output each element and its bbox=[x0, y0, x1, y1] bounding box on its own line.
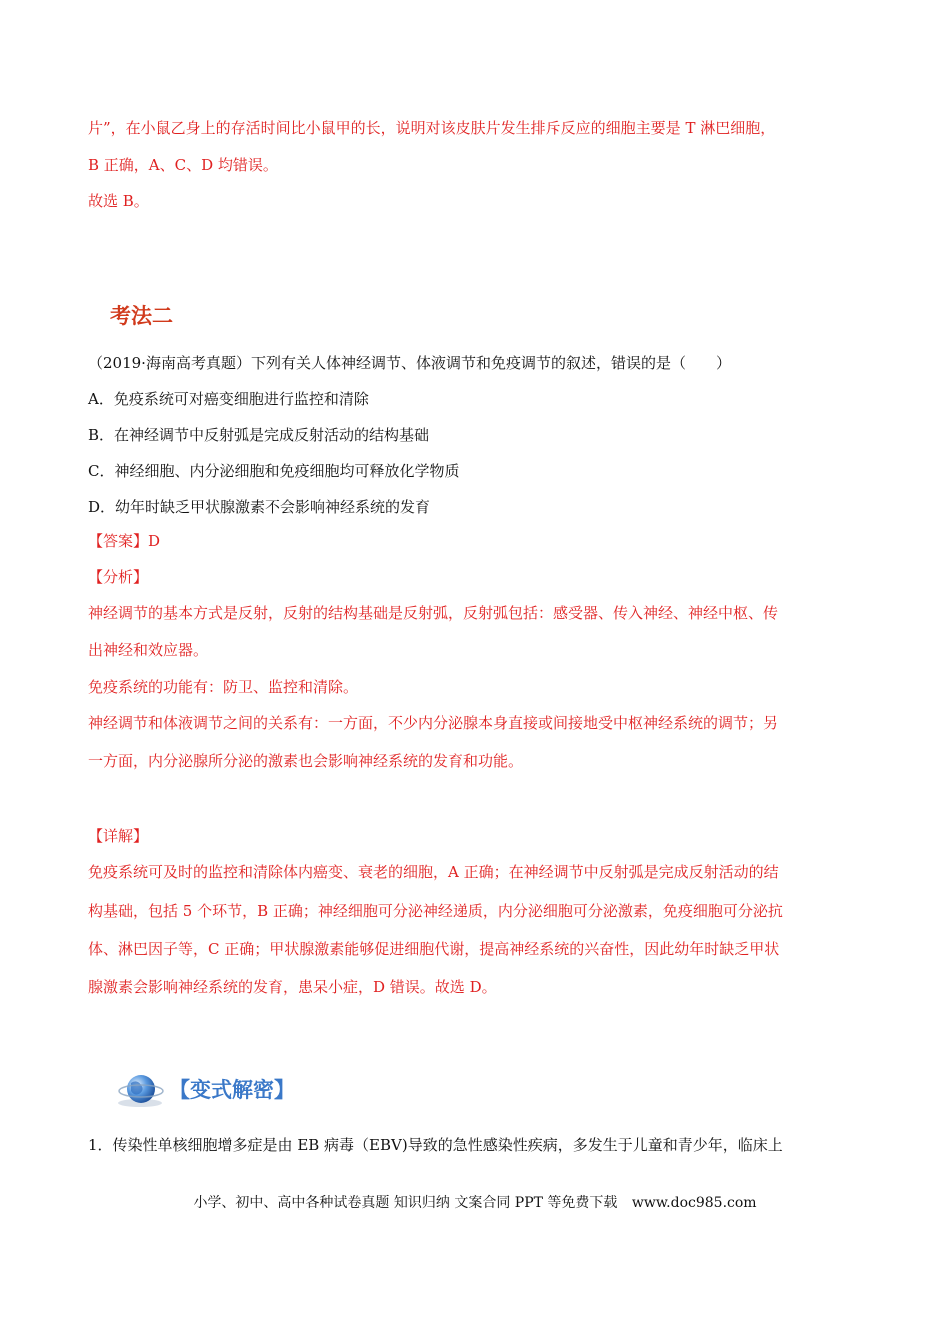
option-d: D．幼年时缺乏甲状腺激素不会影响神经系统的发育 bbox=[88, 498, 431, 516]
option-a: A．免疫系统可对癌变细胞进行监控和清除 bbox=[88, 390, 369, 408]
top-line-2: B 正确，A、C、D 均错误。 bbox=[88, 156, 278, 174]
variant-banner bbox=[115, 1067, 295, 1111]
option-b: B．在神经调节中反射弧是完成反射活动的结构基础 bbox=[88, 426, 430, 444]
page-footer bbox=[0, 1192, 950, 1212]
question-stem: （2019·海南高考真题）下列有关人体神经调节、体液调节和免疫调节的叙述，错误的是（ ） bbox=[88, 354, 731, 372]
analysis-line-3: 免疫系统的功能有：防卫、监控和清除。 bbox=[88, 678, 359, 696]
detail-label: 【详解】 bbox=[88, 827, 149, 845]
top-line-1: 片”，在小鼠乙身上的存活时间比小鼠甲的长，说明对该皮肤片发生排斥反应的细胞主要是 T 淋巴细胞， bbox=[88, 119, 776, 137]
section-title: 考法二 bbox=[110, 304, 173, 328]
footer-url[interactable]: www.doc985.com bbox=[631, 1195, 757, 1211]
banner-title: 【变式解密】 bbox=[169, 1078, 295, 1102]
detail-line-2: 构基础，包括 5 个环节，B 正确；神经细胞可分泌神经递质，内分泌细胞可分泌激素，免疫细胞可分泌抗 bbox=[88, 902, 783, 920]
option-c: C．神经细胞、内分泌细胞和免疫细胞均可释放化学物质 bbox=[88, 462, 460, 480]
detail-line-4: 腺激素会影响神经系统的发育，患呆小症，D 错误。故选 D。 bbox=[88, 978, 497, 996]
variant-question-1: 1．传染性单核细胞增多症是由 EB 病毒（EBV)导致的急性感染性疾病，多发生于儿童和青少年，临床上 bbox=[88, 1136, 783, 1154]
answer: 【答案】D bbox=[88, 532, 161, 550]
detail-line-3: 体、淋巴因子等，C 正确；甲状腺激素能够促进细胞代谢，提高神经系统的兴奋性，因此幼年时缺乏甲状 bbox=[88, 940, 780, 958]
globe-icon bbox=[115, 1069, 165, 1109]
top-line-3: 故选 B。 bbox=[88, 192, 149, 210]
analysis-line-1: 神经调节的基本方式是反射，反射的结构基础是反射弧，反射弧包括：感受器、传入神经、神经中枢、传 bbox=[88, 604, 779, 622]
analysis-label: 【分析】 bbox=[88, 568, 149, 586]
footer-text: 小学、初中、高中各种试卷真题 知识归纳 文案合同 PPT 等免费下载 bbox=[193, 1195, 618, 1211]
analysis-line-5: 一方面，内分泌腺所分泌的激素也会影响神经系统的发育和功能。 bbox=[88, 752, 524, 770]
analysis-line-2: 出神经和效应器。 bbox=[88, 641, 209, 659]
analysis-line-4: 神经调节和体液调节之间的关系有：一方面，不少内分泌腺本身直接或间接地受中枢神经系统的调节；另 bbox=[88, 714, 779, 732]
detail-line-1: 免疫系统可及时的监控和清除体内癌变、衰老的细胞，A 正确；在神经调节中反射弧是完成反射活动的结 bbox=[88, 863, 779, 881]
